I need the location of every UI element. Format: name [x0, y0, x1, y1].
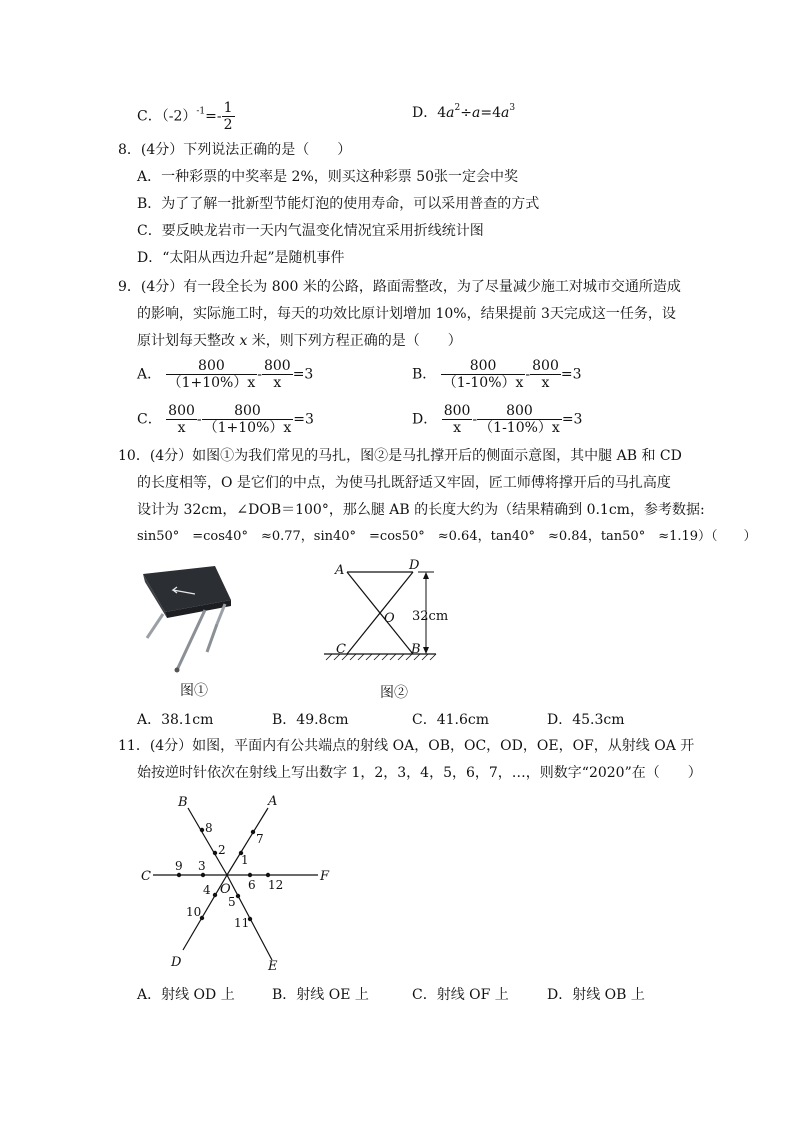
q9-a-den2: x — [273, 375, 282, 391]
q11-option-d: D．射线 OB 上 — [547, 987, 645, 1003]
num-1: 1 — [241, 853, 249, 867]
q9-a-num1: 800 — [166, 358, 258, 375]
q9-c-den1: x — [177, 420, 186, 436]
q7-c-fraction — [222, 100, 235, 133]
q10-line-3: 设计为 32cm，∠DOB＝100°，那么腿 AB 的长度大约为（结果精确到 0.1cm，参考数据: — [137, 502, 705, 518]
q9-a-den1: （1+10%）x — [167, 375, 256, 391]
fig2-label-a: A — [335, 563, 345, 578]
q9-d-den2: （1-10%）x — [479, 420, 560, 436]
q9-c-frac1 — [166, 403, 197, 436]
q8-stem: 8．(4分）下列说法正确的是（ ） — [118, 142, 352, 158]
q9-d-frac2 — [477, 403, 562, 436]
q9-a-minus: - — [257, 366, 262, 383]
q8-option-c: C．要反映龙岩市一天内气温变化情况宜采用折线统计图 — [137, 223, 484, 239]
q10-line-2: 的长度相等，O 是它们的中点，为使马扎既舒适又牢固，匠工师傅将撑开后的马扎高度 — [137, 475, 671, 491]
q7-c-denominator: 2 — [223, 117, 233, 133]
q9-c-num2: 800 — [202, 403, 294, 420]
q9-line-1: 9．(4分）有一段全长为 800 米的公路，路面需整改，为了尽量减少施工对城市交通所造成 — [118, 279, 681, 295]
q10-option-b: B．49.8cm — [272, 712, 349, 728]
q9-b-num1: 800 — [441, 358, 526, 375]
fig2-label-b: B — [411, 642, 421, 657]
q7-c-label: C． — [137, 108, 162, 125]
q9-c-label: C． — [137, 411, 162, 428]
num-7: 7 — [256, 832, 264, 846]
q7-c-numerator: 1 — [223, 100, 233, 116]
num-3: 3 — [198, 859, 206, 873]
q7-d-exp3: 3 — [509, 103, 516, 113]
q9-c-minus: - — [196, 411, 202, 428]
q9-line-3 — [137, 331, 462, 351]
q9-option-b — [412, 358, 582, 391]
q7-d-coef: 4 — [437, 105, 447, 121]
fig2-label-d: D — [409, 558, 420, 573]
num-5: 5 — [228, 895, 236, 909]
q9-a-label: A． — [137, 366, 162, 383]
num-2: 2 — [218, 843, 226, 857]
q9-d-frac1 — [442, 403, 473, 436]
stool-leg-1 — [147, 614, 163, 638]
q10-line-4: sin50° =cos40° ≈0.77，sin40° =cos50° ≈0.64，tan40° ≈0.84，tan50° ≈1.19）（ ） — [137, 529, 757, 544]
q9-line-3b: 米，则下列方程正确的是（ ） — [247, 333, 462, 349]
num-9: 9 — [175, 859, 183, 873]
ray-label-b: B — [178, 795, 188, 810]
num-11: 11 — [234, 916, 250, 930]
q9-c-num1: 800 — [168, 403, 195, 419]
q9-d-minus: - — [472, 411, 478, 428]
q9-a-eq: =3 — [292, 366, 314, 383]
q10-figure-2-caption: 图② — [380, 685, 408, 701]
fig2-label-c: C — [336, 642, 346, 657]
q9-b-frac1 — [441, 358, 526, 391]
q7-d-label: D． — [412, 105, 438, 121]
q7-c-equals: =- — [205, 108, 222, 125]
q7-d-div: ÷ — [460, 105, 472, 121]
q9-b-den1: （1-10%）x — [442, 375, 524, 391]
q7-c-exponent: -1 — [196, 106, 206, 117]
fig2-label-o: O — [384, 611, 395, 626]
q9-var-x: x — [239, 333, 248, 349]
q11-option-a: A．射线 OD 上 — [137, 987, 235, 1003]
q9-a-frac2 — [262, 358, 293, 391]
q9-b-eq: =3 — [560, 366, 582, 383]
q9-b-den2: x — [541, 375, 550, 391]
q7-d-var3: a — [500, 105, 510, 121]
q9-a-frac1 — [166, 358, 258, 391]
q8-option-b: B．为了了解一批新型节能灯泡的使用寿命，可以采用普查的方式 — [137, 196, 540, 212]
num-8: 8 — [205, 821, 213, 835]
q11-line-1: 11．(4分）如图，平面内有公共端点的射线 OA，OB，OC，OD，OE，OF，从射线 OA 开 — [118, 738, 695, 754]
q7-d-eq: =4 — [480, 105, 501, 121]
q7-d-exp: 2 — [454, 103, 461, 113]
q9-c-frac2 — [202, 403, 294, 436]
q9-b-num2: 800 — [532, 358, 559, 374]
q9-line-3a: 原计划每天整改 — [137, 333, 240, 349]
q10-figure-1-caption: 图① — [180, 683, 208, 699]
num-12: 12 — [268, 878, 284, 892]
q8-option-a: A．一种彩票的中奖率是 2%，则买这种彩票 50张一定会中奖 — [137, 169, 519, 185]
q9-c-den2: （1+10%）x — [203, 420, 292, 436]
q9-d-den1: x — [453, 420, 461, 436]
q9-option-d — [412, 403, 582, 436]
q7-d-var2: a — [471, 105, 481, 121]
fig2-height-label: 32cm — [412, 609, 448, 624]
q11-option-b: B．射线 OE 上 — [272, 987, 369, 1003]
q9-c-eq: =3 — [293, 411, 314, 428]
q9-d-num1: 800 — [443, 403, 471, 419]
q11-rays-figure — [138, 790, 338, 980]
ray-label-e: E — [268, 959, 278, 974]
q9-option-c — [137, 403, 314, 436]
q9-option-a — [137, 358, 313, 391]
ray-label-a: A — [268, 794, 278, 809]
q9-d-num2: 800 — [477, 403, 562, 420]
q8-option-d: D．“太阳从西边升起”是随机事件 — [137, 250, 345, 266]
q7-option-d — [412, 103, 515, 123]
num-4: 4 — [203, 883, 211, 897]
ray-ob — [188, 808, 227, 875]
q10-figure-1-stool — [135, 560, 245, 680]
num-6: 6 — [248, 878, 256, 892]
q10-option-a: A．38.1cm — [137, 712, 214, 728]
q9-b-label: B． — [412, 366, 437, 383]
ray-label-f: F — [320, 869, 330, 884]
q7-d-var: a — [446, 105, 455, 121]
q9-b-frac2 — [530, 358, 561, 391]
ray-label-o: O — [220, 882, 231, 897]
stool-leg-3 — [177, 610, 205, 670]
fig2-dim-arrow-up — [423, 572, 429, 579]
q9-d-eq: =3 — [561, 411, 583, 428]
ray-label-d: D — [171, 955, 182, 970]
q9-d-label: D． — [412, 411, 438, 428]
q9-b-minus: - — [525, 366, 531, 383]
q11-line-2: 始按逆时针依次在射线上写出数字 1，2，3，4，5，6，7，…，则数字“2020”在（ ） — [137, 765, 702, 781]
q9-line-2: 的影响，实际施工时，每天的功效比原计划增加 10%，结果提前 3天完成这一任务，设 — [137, 306, 676, 322]
q10-line-1: 10．(4分）如图①为我们常见的马扎，图②是马扎撑开后的侧面示意图，其中腿 AB 和 CD — [118, 448, 682, 464]
fig2-dim-arrow-down — [423, 647, 429, 654]
num-10: 10 — [186, 905, 202, 919]
q7-c-base: （-2） — [161, 108, 197, 125]
stool-foot — [175, 668, 180, 673]
stool-leg-4 — [207, 624, 217, 652]
q9-a-num2: 800 — [263, 358, 291, 374]
q10-figure-2-diagram — [318, 556, 448, 668]
q10-option-d: D．45.3cm — [547, 712, 625, 728]
q7-option-c — [137, 100, 235, 134]
q10-option-c: C．41.6cm — [412, 712, 489, 728]
q11-option-c: C．射线 OF 上 — [412, 987, 509, 1003]
ray-label-c: C — [141, 869, 151, 884]
